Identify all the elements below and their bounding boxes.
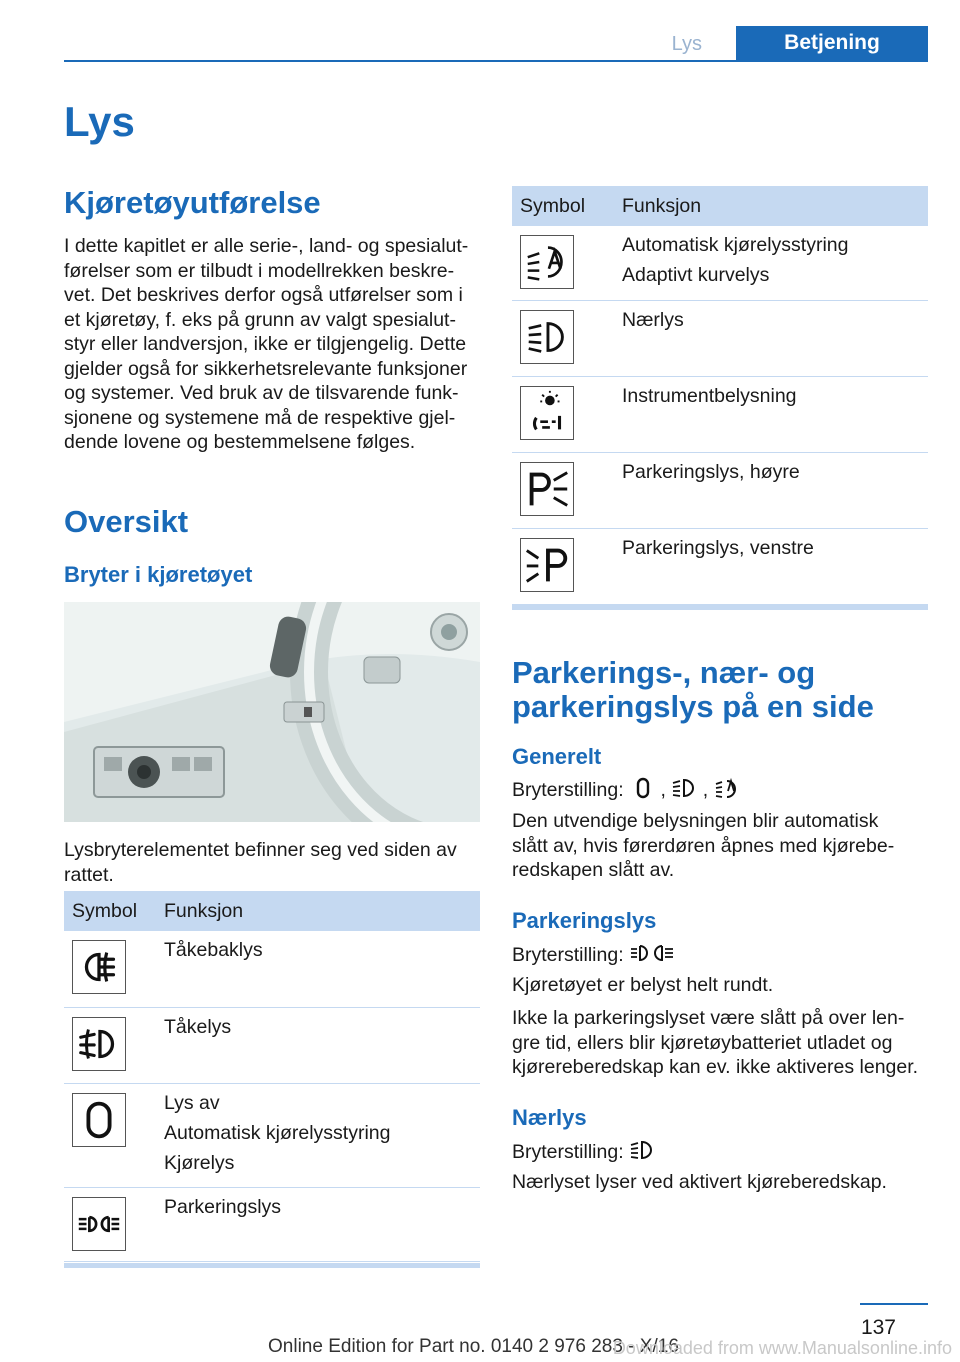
separator: , bbox=[660, 779, 666, 801]
function-text: Parkeringslys bbox=[164, 1195, 282, 1218]
caption-line: rattet. bbox=[64, 863, 114, 886]
light-switch-illustration bbox=[64, 602, 480, 822]
table-header-row bbox=[512, 186, 928, 226]
heading-parkerings bbox=[512, 656, 874, 724]
parking-light-icon bbox=[72, 1197, 126, 1251]
caption-line: Lysbryterelementet befinner seg ved siden av bbox=[64, 839, 457, 861]
symbol-table-left bbox=[64, 891, 480, 1262]
function-text: Automatisk kjørelysstyring bbox=[622, 234, 849, 256]
function-text: Tåkelys bbox=[164, 1015, 232, 1038]
paragraph-line: redskapen slått av. bbox=[512, 859, 675, 881]
heading-line: parkeringslys på en side bbox=[512, 689, 874, 724]
kjoretoy-paragraph bbox=[64, 234, 484, 455]
generelt-switch-positions bbox=[512, 777, 932, 803]
paragraph-line: et kjøretøy, f. eks på grunn av valgt spesialut‐ bbox=[64, 308, 456, 331]
table-row bbox=[64, 1083, 480, 1187]
table-row bbox=[512, 376, 928, 452]
separator: , bbox=[702, 779, 709, 801]
page-number: 137 bbox=[860, 1316, 896, 1339]
column-header-symbol: Symbol bbox=[64, 891, 164, 931]
function-text: Parkeringslys, venstre bbox=[622, 536, 814, 559]
paragraph-line: og systemer. Ved bruk av de tilsvarende funk‐ bbox=[64, 382, 459, 404]
heading-parkeringslys: Parkeringslys bbox=[512, 908, 657, 933]
function-text: Tåkebaklys bbox=[164, 939, 263, 961]
fog-light-icon bbox=[72, 1017, 126, 1071]
column-header-funksjon: Funksjon bbox=[164, 891, 480, 931]
lights-off-icon bbox=[629, 777, 655, 799]
function-text: Automatisk kjørelysstyring bbox=[164, 1121, 391, 1144]
parking-light-icon bbox=[629, 942, 677, 964]
parkeringslys-paragraph bbox=[512, 1006, 932, 1080]
function-text: Parkeringslys, høyre bbox=[622, 460, 800, 483]
generelt-paragraph bbox=[512, 809, 932, 883]
heading-naerlys: Nærlys bbox=[512, 1105, 587, 1130]
paragraph-line: kjørereberedskap kan ev. ikke aktiveres lenger. bbox=[512, 1056, 919, 1078]
paragraph-line: gjelder også for sikkerhetsrelevante funksjoner bbox=[64, 357, 468, 380]
paragraph-line: sjonene og systemene må de respektive gjel‐ bbox=[64, 406, 456, 429]
table-header-row bbox=[64, 891, 480, 931]
function-text: Nærlys bbox=[622, 308, 684, 331]
header-tab-lys[interactable]: Lys bbox=[671, 33, 702, 55]
low-beam-icon bbox=[629, 1139, 655, 1161]
naerlys-text: Nærlyset lyser ved aktivert kjøreberedskap. bbox=[512, 1171, 887, 1193]
instrument-lighting-icon bbox=[520, 386, 574, 440]
table-row bbox=[64, 1187, 480, 1261]
automatic-headlight-icon bbox=[520, 235, 574, 289]
symbol-table-right bbox=[512, 186, 928, 605]
switch-caption bbox=[64, 838, 484, 887]
paragraph-line: førelser som er tilbudt i modellrekken beskre‐ bbox=[64, 259, 455, 282]
parking-light-left-icon bbox=[520, 538, 574, 592]
bryterstilling-label: Bryterstilling: bbox=[512, 944, 624, 966]
column-header-symbol: Symbol bbox=[512, 186, 622, 226]
paragraph-line: dende lovene og bestemmelsene følges. bbox=[64, 431, 416, 453]
paragraph-line: slått av, hvis førerdøren åpnes med kjørebe‐ bbox=[512, 834, 895, 857]
heading-kjoretoyutforelse: Kjøretøyutførelse bbox=[64, 185, 321, 220]
heading-line: Parkerings-, nær- og bbox=[512, 655, 816, 690]
table-end-rule bbox=[512, 605, 928, 610]
paragraph-line: I dette kapitlet er alle serie-, land- og spesialut‐ bbox=[64, 235, 469, 257]
function-text: Adaptivt kurvelys bbox=[622, 264, 770, 286]
table-end-rule bbox=[64, 1263, 480, 1268]
bryterstilling-label: Bryterstilling: bbox=[512, 1141, 624, 1163]
table-row bbox=[512, 528, 928, 604]
paragraph-line: vet. Det beskrives derfor også utførelser som i bbox=[64, 284, 463, 306]
page-title: Lys bbox=[64, 98, 135, 145]
table-row bbox=[512, 300, 928, 376]
paragraph-line: Ikke la parkeringslyset være slått på over len‐ bbox=[512, 1007, 905, 1029]
watermark-text: Downloaded from www.Manualsonline.info bbox=[612, 1338, 952, 1358]
paragraph-line: gre tid, ellers blir kjøretøybatteriet utladet og bbox=[512, 1031, 893, 1054]
footer-edition: Online Edition for Part no. 0140 2 976 283 - X/16 bbox=[268, 1336, 679, 1357]
bryterstilling-label: Bryterstilling: bbox=[512, 779, 624, 801]
automatic-headlight-icon bbox=[714, 777, 740, 799]
function-text: Instrumentbelysning bbox=[622, 384, 797, 407]
heading-generelt: Generelt bbox=[512, 744, 602, 769]
table-row bbox=[512, 226, 928, 300]
page-header bbox=[0, 0, 960, 62]
footer-rule bbox=[860, 1303, 928, 1305]
header-tab-betjening[interactable]: Betjening bbox=[736, 26, 928, 60]
fog-rear-light-icon bbox=[72, 940, 126, 994]
table-row bbox=[64, 1007, 480, 1083]
naerlys-switch-position bbox=[512, 1139, 932, 1165]
light-switch-photo bbox=[64, 602, 480, 822]
parkeringslys-switch-position bbox=[512, 942, 932, 968]
parking-light-right-icon bbox=[520, 462, 574, 516]
column-header-funksjon: Funksjon bbox=[622, 186, 928, 226]
table-row bbox=[512, 452, 928, 528]
heading-bryter: Bryter i kjøretøyet bbox=[64, 562, 253, 587]
heading-oversikt: Oversikt bbox=[64, 504, 189, 539]
table-row bbox=[64, 931, 480, 1007]
lights-off-icon bbox=[72, 1093, 126, 1147]
function-text: Kjørelys bbox=[164, 1151, 235, 1174]
low-beam-icon bbox=[671, 777, 697, 799]
low-beam-icon bbox=[520, 310, 574, 364]
paragraph-line: Den utvendige belysningen blir automatisk bbox=[512, 810, 879, 832]
paragraph-line: styr eller landversjon, ikke er tilgjengelig. Dette bbox=[64, 333, 467, 355]
function-text: Lys av bbox=[164, 1091, 220, 1114]
parkeringslys-text-1: Kjøretøyet er belyst helt rundt. bbox=[512, 974, 774, 996]
header-rule bbox=[64, 60, 928, 62]
